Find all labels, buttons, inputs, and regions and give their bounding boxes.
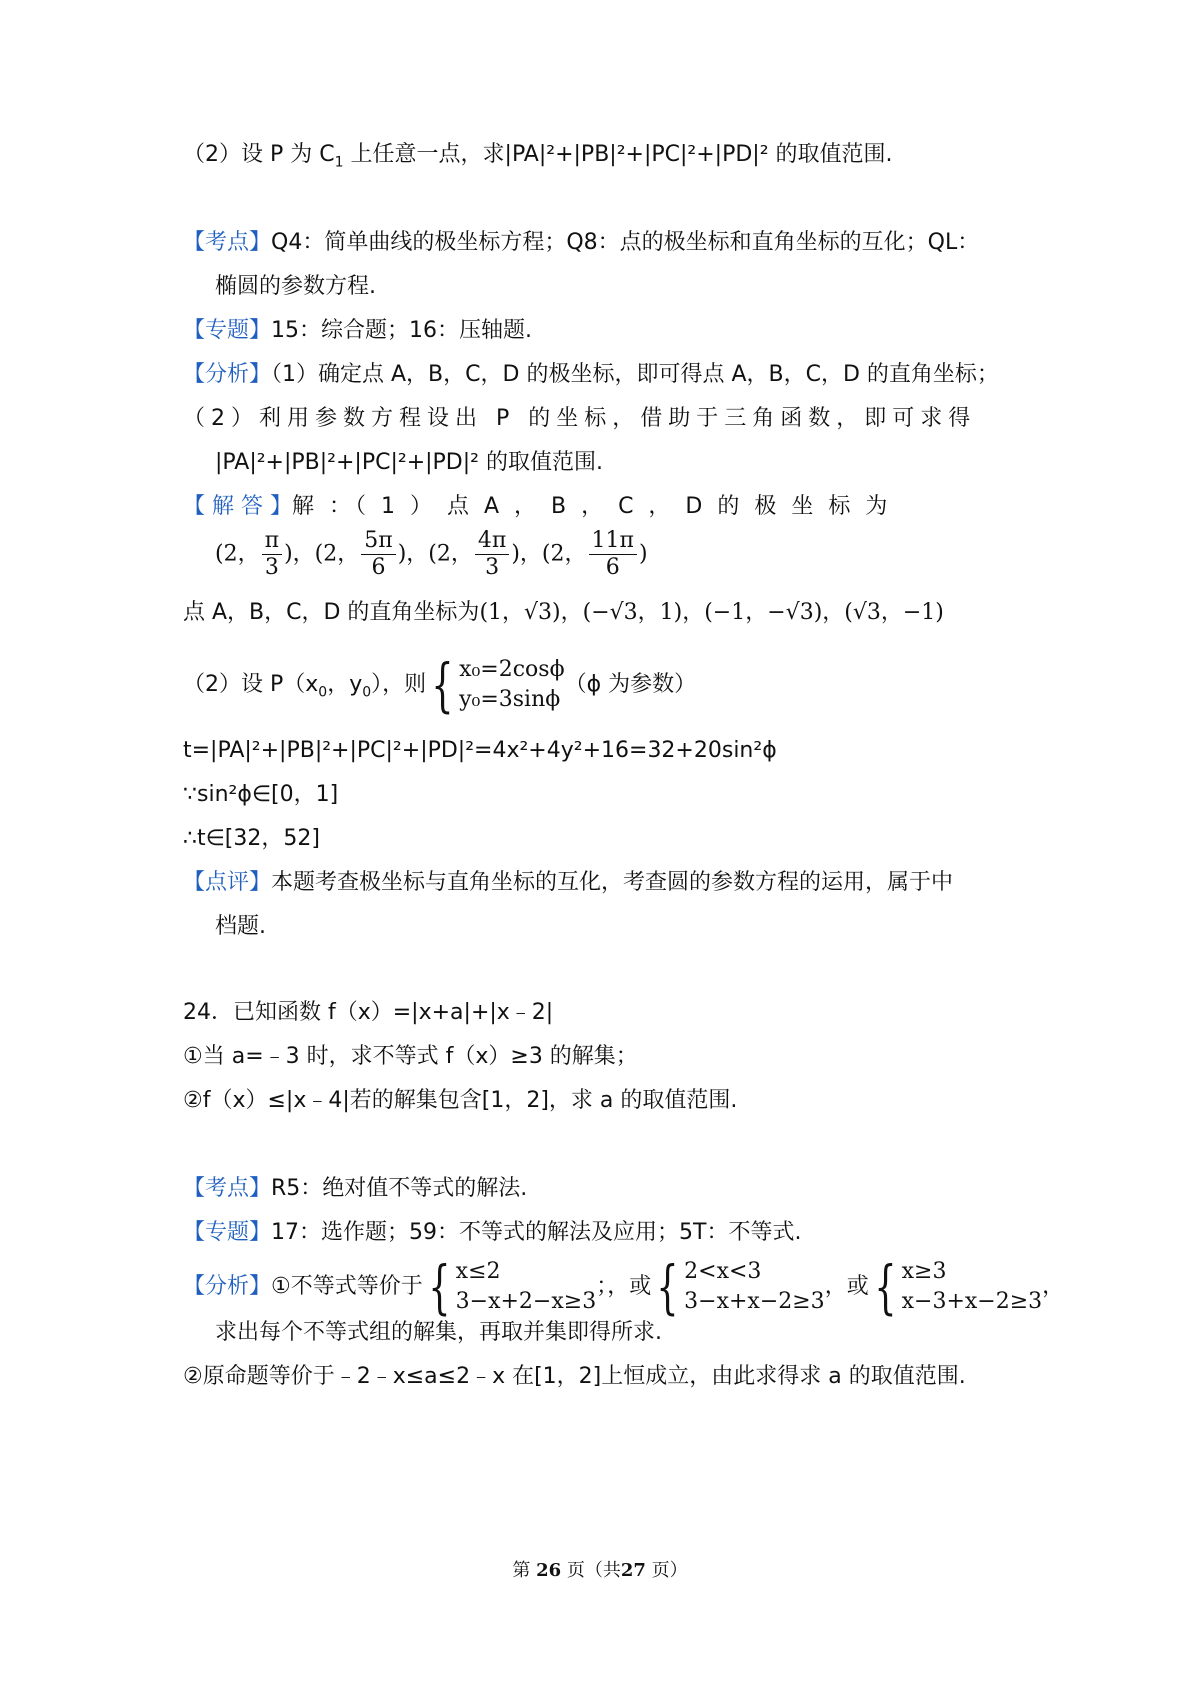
q23-part2 — [183, 140, 893, 177]
footer-mid: 页（共 — [566, 1560, 621, 1581]
left-brace: { — [656, 1253, 679, 1321]
fraction: $\frac{5\pi}{6}$ — [361, 528, 395, 581]
sys-eq1: x₀=2cosϕ — [459, 657, 565, 682]
ineq-system-1 — [456, 1257, 597, 1317]
sys-eq2: y₀=3sinϕ — [459, 687, 561, 712]
subscript: 1 — [334, 154, 344, 171]
zhuanti-text: 15：综合题；16：压轴题. — [271, 318, 532, 343]
q24-part2: ②f（x）≤|x﹣4|若的解集包含[1，2]，求 a 的取值范围. — [183, 1088, 738, 1113]
zhuanti-tag: 【专题】 — [183, 318, 272, 343]
page-number: 26 — [536, 1560, 562, 1581]
footer-pre: 第 — [512, 1560, 531, 1581]
rect-coords: (1，√3)，(−√3，1)，(−1，−√3)，(√3，−1) — [479, 600, 944, 625]
kaodian-text: R5：绝对值不等式的解法. — [271, 1176, 528, 1201]
dianping-text: 本题考查极坐标与直角坐标的互化，考查圆的参数方程的运用，属于中 — [271, 870, 954, 895]
q23-part2-prefix: （2）设 P 为 C — [183, 142, 335, 167]
s23-zhuanti — [183, 316, 532, 346]
footer-post: 页） — [651, 1560, 688, 1581]
s23-dianping-cont: 档题. — [215, 914, 266, 939]
s23-fenxi — [183, 360, 999, 390]
sys3-end: ， — [1042, 1274, 1065, 1299]
t-line: t=|PA|²+|PB|²+|PC|²+|PD|²=4x²+4y²+16=32+20sin²ϕ — [183, 738, 777, 763]
fenxi-tag: 【分析】 — [183, 362, 272, 387]
fraction: $\frac{\pi}{3}$ — [262, 528, 282, 581]
jieda-tag: 【 解 答 】 — [183, 494, 292, 519]
jieda-text: 解 ：（ 1 ） 点 A ， B ， C ， D 的 极 坐 标 为 — [291, 494, 892, 519]
therefore-line: ∴t∈[32，52] — [183, 826, 320, 851]
zhuanti-tag: 【专题】 — [183, 1220, 272, 1245]
left-brace: { — [428, 1253, 451, 1321]
q24-part1: ①当 a=﹣3 时，求不等式 f（x）≥3 的解集； — [183, 1044, 638, 1069]
subscript: 0 — [318, 684, 328, 701]
part2-intro: （2）设 P（x — [183, 672, 319, 697]
subscript: 0 — [362, 684, 372, 701]
kaodian-text: Q4：简单曲线的极坐标方程；Q8：点的极坐标和直角坐标的互化；QL： — [271, 230, 980, 255]
s23-kaodian-cont: 椭圆的参数方程. — [215, 274, 376, 299]
page-footer — [0, 1556, 1200, 1582]
or-2: ，或 — [824, 1274, 869, 1299]
polar-coords: (2， $\frac{\pi}{3}$ )，(2， $\frac{5\pi}{6}$ )，(2， $\frac{4\pi}{3}$ )，(2， $\frac{11\pi}{6}$ ) — [215, 528, 648, 580]
s24-fenxi-cont: 求出每个不等式组的解集，再取并集即得所求. — [215, 1320, 662, 1345]
kaodian-tag: 【考点】 — [183, 230, 272, 255]
ineq-system-2 — [684, 1257, 825, 1317]
sys1-b: 3−x+2−x≥3 — [455, 1289, 597, 1314]
s23-fenxi-line2: （2）利用参数方程设出 P 的坐标，借助于三角函数，即可求得 — [183, 406, 977, 431]
left-brace: { — [431, 651, 454, 719]
rect-coords-line — [183, 598, 944, 628]
zhuanti-text: 17：选作题；59：不等式的解法及应用；5T：不等式. — [271, 1220, 802, 1245]
or-1: ，或 — [607, 1274, 652, 1299]
s23-dianping — [183, 868, 953, 898]
s24-kaodian — [183, 1174, 527, 1204]
s23-fenxi-line3: |PA|²+|PB|²+|PC|²+|PD|² 的取值范围. — [215, 450, 603, 475]
dianping-tag: 【点评】 — [183, 870, 272, 895]
sys-note: （ϕ 为参数） — [564, 672, 697, 697]
fenxi-tag: 【分析】 — [183, 1274, 272, 1299]
fenxi-text: （1）确定点 A，B，C，D 的极坐标，即可得点 A，B，C，D 的直角坐标； — [271, 362, 999, 387]
left-brace: { — [874, 1253, 897, 1321]
part2-intro2: ，y — [327, 672, 363, 697]
s24-fenxi-line2: ②原命题等价于﹣2﹣x≤a≤2﹣x 在[1，2]上恒成立，由此求得求 a 的取值范围. — [183, 1364, 966, 1389]
s23-part2-setup — [183, 648, 696, 729]
s23-jieda — [183, 492, 891, 522]
q23-part2-suffix: 的取值范围. — [768, 142, 893, 167]
s23-kaodian — [183, 228, 979, 258]
q23-part2-mid: 上任意一点，求 — [343, 142, 505, 167]
because-line: ∵sin²ϕ∈[0，1] — [183, 782, 339, 807]
q24-title: 24．已知函数 f（x）=|x+a|+|x﹣2| — [183, 1000, 554, 1025]
part2-intro3: ），则 — [371, 672, 427, 697]
param-system — [459, 655, 565, 715]
rect-intro: 点 A，B，C，D 的直角坐标为 — [183, 600, 480, 625]
total-pages: 27 — [620, 1560, 646, 1581]
fraction: $\frac{11\pi}{6}$ — [589, 528, 637, 581]
sys3-b: x−3+x−2≥3 — [901, 1289, 1043, 1314]
sys2-b: 3−x+x−2≥3 — [684, 1289, 825, 1314]
sys1-end: ； — [596, 1274, 608, 1299]
sys2-a: 2<x<3 — [684, 1259, 762, 1284]
s24-fenxi — [183, 1250, 1064, 1324]
sys1-a: x≤2 — [455, 1259, 501, 1284]
ineq-system-3 — [902, 1257, 1043, 1317]
kaodian-tag: 【考点】 — [183, 1176, 272, 1201]
sys3-a: x≥3 — [901, 1259, 947, 1284]
fenxi-text: ①不等式等价于 — [271, 1274, 423, 1299]
fraction: $\frac{4\pi}{3}$ — [475, 528, 509, 581]
s24-zhuanti — [183, 1218, 801, 1248]
q23-part2-expr: |PA|²+|PB|²+|PC|²+|PD|² — [504, 142, 769, 167]
